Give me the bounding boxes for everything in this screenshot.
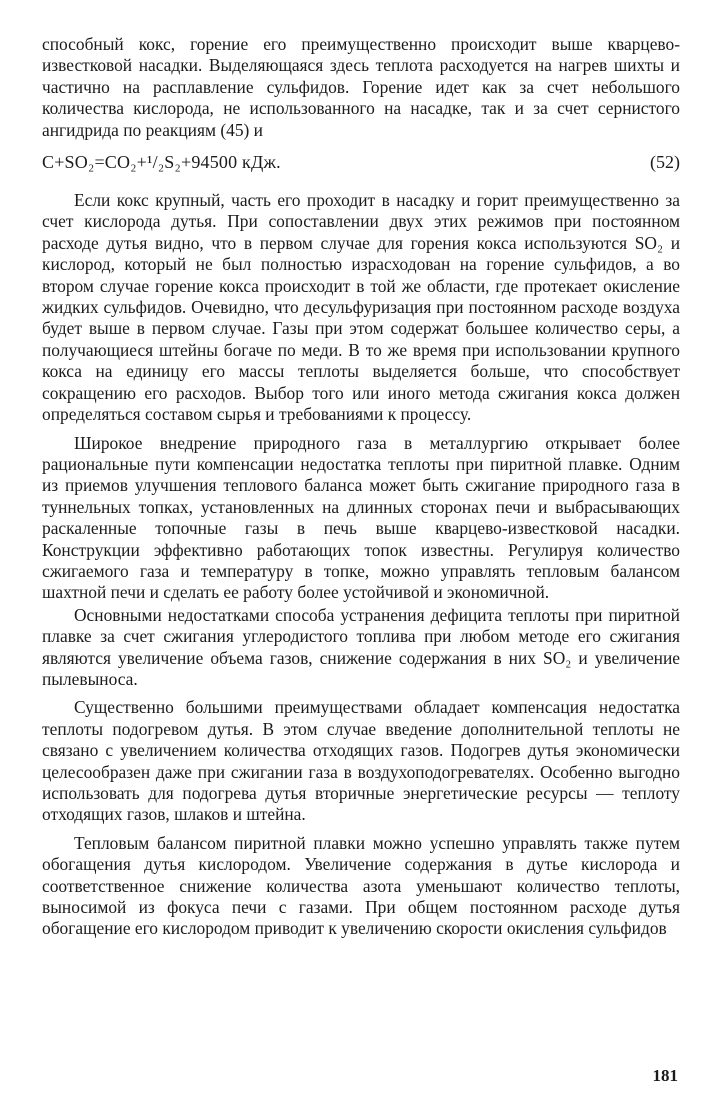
paragraph-gap	[42, 426, 680, 433]
paragraph-coke-size: Если кокс крупный, часть его проходит в насадку и горит преимущественно за счет кислорода дутья. При сопоставлении двух этих режимов при постоянном расходе дутья видно, что в первом случае для горения кокса используются SO₂ и кислород, который не был полностью израсходован на горение сульфидов, а во втором случае горение кокса происходит в той же области, где протекает окисление жидких сульфидов. Очевидно, что десульфуризация при постоянном расходе воздуха будет выше в первом случае. Газы при этом содержат большее количество серы, а получающиеся штейны богаче по меди. В то же время при использовании крупного кокса на единицу его массы теплоты выделяется больше, что способствует сокращению его расходов. Выбор того или иного метода сжигания кокса должен определяться составом сырья и требованиями к процессу.	[42, 190, 680, 425]
paragraph-gap	[42, 690, 680, 697]
equation-row	[42, 152, 680, 182]
paragraph-natural-gas: Широкое внедрение природного газа в металлургию открывает более рациональные пути компенсации недостатка теплоты при пиритной плавке. Одним из приемов улучшения теплового баланса может быть сжигание природного газа в туннельных топках, установленных на длинных сторонах печи и выбрасывающих раскаленные топочные газы в печь выше кварцево-известковой насадки. Конструкции эффективно работающих топок известны. Регулируя количество сжигаемого газа и температуру в топке, можно управлять тепловым балансом шахтной печи и сделать ее работу более устойчивой и экономичной.	[42, 432, 680, 603]
equation-number: (52)	[650, 152, 680, 173]
paragraph-gap	[42, 826, 680, 833]
paragraph-continuation: способный кокс, горение его преимущественно происходит выше кварцево-известковой насадки. Выделяющаяся здесь теплота расходуется на нагрев шихты и частично на расплавление сульфидов. Горение идет как за счет небольшого количества кислорода, не использованного на насадке, так и за счет сернистого ангидрида по реакциям (45) и	[42, 34, 680, 140]
paragraph-oxygen-enrichment: Тепловым балансом пиритной плавки можно успешно управлять также путем обогащения дутья кислородом. Увеличение содержания в дутье кислорода и соответственное снижение количества азота уменьшают количество теплоты, выносимой из фокуса печи с газами. При общем постоянном расходе дутья обогащение его кислородом приводит к увеличению скорости окисления сульфидов	[42, 832, 680, 939]
equation-52: C+SO₂=CO₂+¹/₂S₂+94500 кДж.	[42, 152, 281, 173]
paragraph-blast-preheating: Существенно большими преимуществами обладает компенсация недостатка теплоты подогревом дутья. В этом случае введение дополнительной теплоты не связано с увеличением количества отходящих газов. Подогрев дутья экономически целесообразен даже при сжигании газа в воздухоподогревателях. Особенно выгодно использовать для подогрева дутья вторичные энергетические ресурсы — теплоту отходящих газов, шлаков и штейна.	[42, 697, 680, 825]
paragraph-drawbacks: Основными недостатками способа устранения дефицита теплоты при пиритной плавке за счет сжигания углеродистого топлива при любом методе его сжигания являются увеличение объема газов, снижение содержания в них SO₂ и увеличение пылевыноса.	[42, 604, 680, 689]
page-content	[42, 34, 680, 940]
page-number: 181	[652, 1066, 678, 1085]
